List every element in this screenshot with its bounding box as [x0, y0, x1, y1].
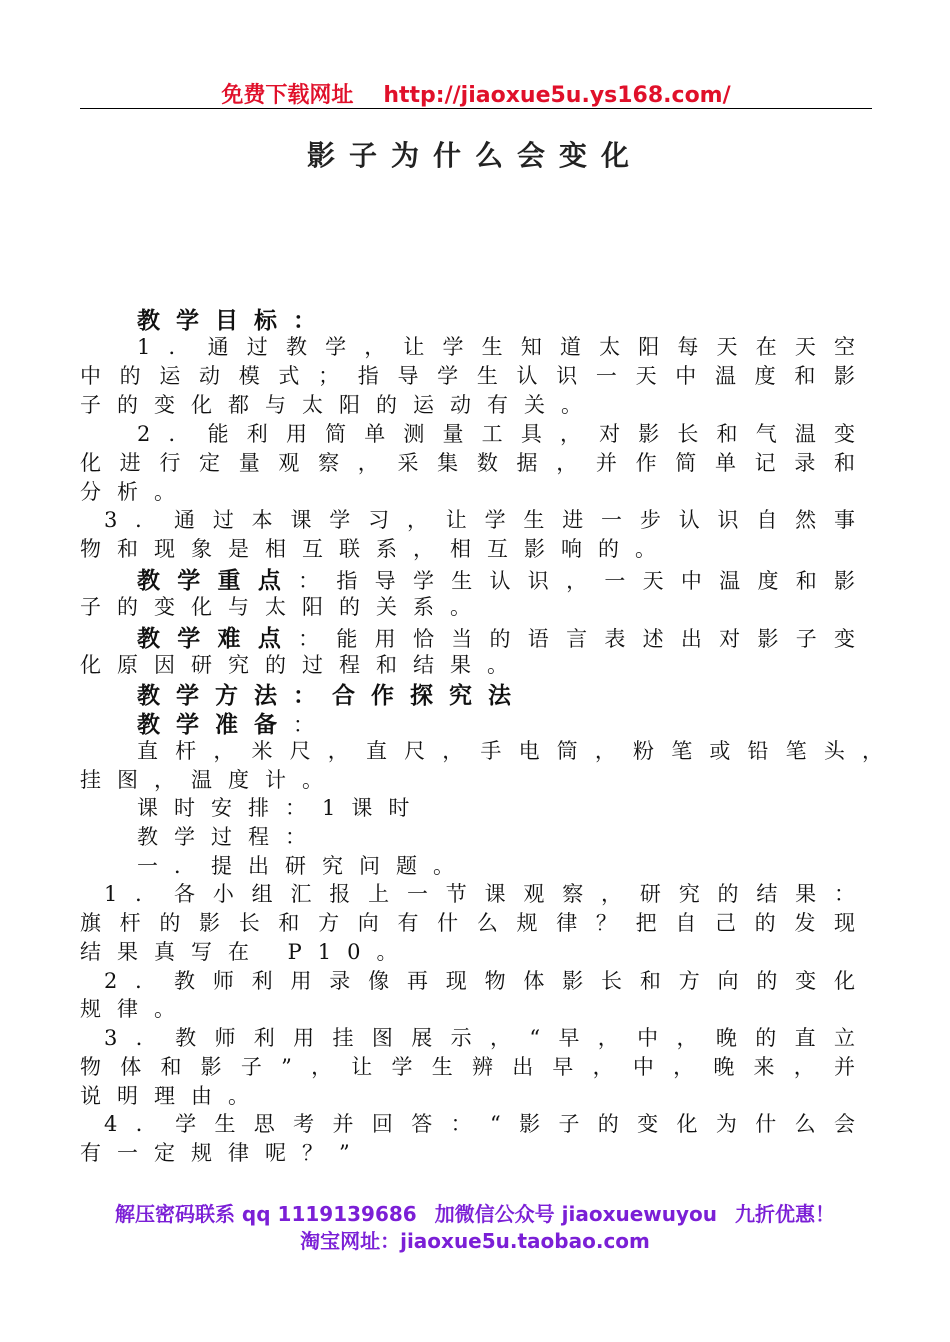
prep-heading: 教学准备：: [137, 711, 330, 738]
goal-2-line-1: 2．能利用简单测量工具，对影长和气温变: [137, 422, 856, 446]
item-1-line-2: 旗杆的影长和方向有什么规律？把自己的发现: [80, 911, 856, 935]
footer-taobao-link[interactable]: 淘宝网址：jiaoxue5u.taobao.com: [300, 1229, 650, 1253]
goal-3-line-2: 物和现象是相互联系，相互影响的。: [80, 537, 672, 561]
page-title: 影子为什么会变化: [306, 139, 643, 172]
footer-qq: 解压密码联系 qq 1119139686: [114, 1202, 417, 1226]
footer-wechat: 加微信公众号 jiaoxuewuyou: [434, 1202, 718, 1226]
key-point-label: 教学重点: [137, 567, 299, 594]
item-3-line-1: 3．教师利用挂图展示，“早，中，晚的直立: [104, 1026, 856, 1050]
item-2-line-2: 规律。: [80, 997, 191, 1021]
item-2-line-1: 2．教师利用录像再现物体影长和方向的变化: [104, 969, 856, 993]
goal-2-line-3: 分析。: [80, 480, 191, 504]
item-4-line-1: 4．学生思考并回答：“影子的变化为什么会: [104, 1112, 856, 1136]
footer-discount: 九折优惠！: [735, 1202, 836, 1226]
footer-contact: [0, 1198, 950, 1227]
teaching-method: 教学方法：合作探究法: [137, 682, 527, 709]
goal-1-line-3: 子的变化都与太阳的运动有关。: [80, 393, 598, 417]
download-label: 免费下载网址: [221, 83, 354, 108]
prep-line-1: 直杆，米尺，直尺，手电筒，粉笔或铅笔头，: [137, 739, 884, 763]
item-4-line-2: 有一定规律呢？”: [80, 1141, 366, 1165]
prep-line-2: 挂图，温度计。: [80, 768, 339, 792]
item-1-line-3: 结果真写在 P10。: [80, 940, 414, 964]
difficulty-label: 教学难点: [137, 625, 299, 652]
item-1-line-1: 1．各小组汇报上一节课观察，研究的结果：: [104, 882, 856, 906]
item-3-line-2: 物体和影子”，让学生辨出早，中，晚来，并: [80, 1055, 856, 1079]
goal-1-line-2: 中的运动模式；指导学生认识一天中温度和影: [80, 364, 856, 388]
prep-label: 教学准备: [137, 711, 293, 738]
item-3-line-3: 说明理由。: [80, 1084, 265, 1108]
process-heading: 教学过程：: [137, 825, 322, 849]
download-header: [80, 78, 872, 108]
key-point-line-1: 教学重点：指导学生认识，一天中温度和影: [137, 567, 857, 594]
goal-2-line-2: 化进行定量观察，采集数据，并作简单记录和: [80, 451, 856, 475]
schedule: 课时安排：1课时: [137, 796, 426, 820]
key-point-line-2: 子的变化与太阳的关系。: [80, 595, 487, 619]
difficulty-line-2: 化原因研究的过程和结果。: [80, 653, 524, 677]
goal-3-line-1: 3．通过本课学习，让学生进一步认识自然事: [104, 508, 856, 532]
difficulty-line-1: 教学难点：能用恰当的语言表述出对影子变: [137, 625, 857, 652]
download-url-link[interactable]: http://jiaoxue5u.ys168.com/: [383, 83, 731, 108]
step-one: 一．提出研究问题。: [137, 854, 470, 878]
header-divider: [80, 108, 872, 109]
goal-1-line-1: 1．通过教学，让学生知道太阳每天在天空: [137, 335, 856, 359]
goals-heading: 教学目标：: [137, 307, 332, 334]
